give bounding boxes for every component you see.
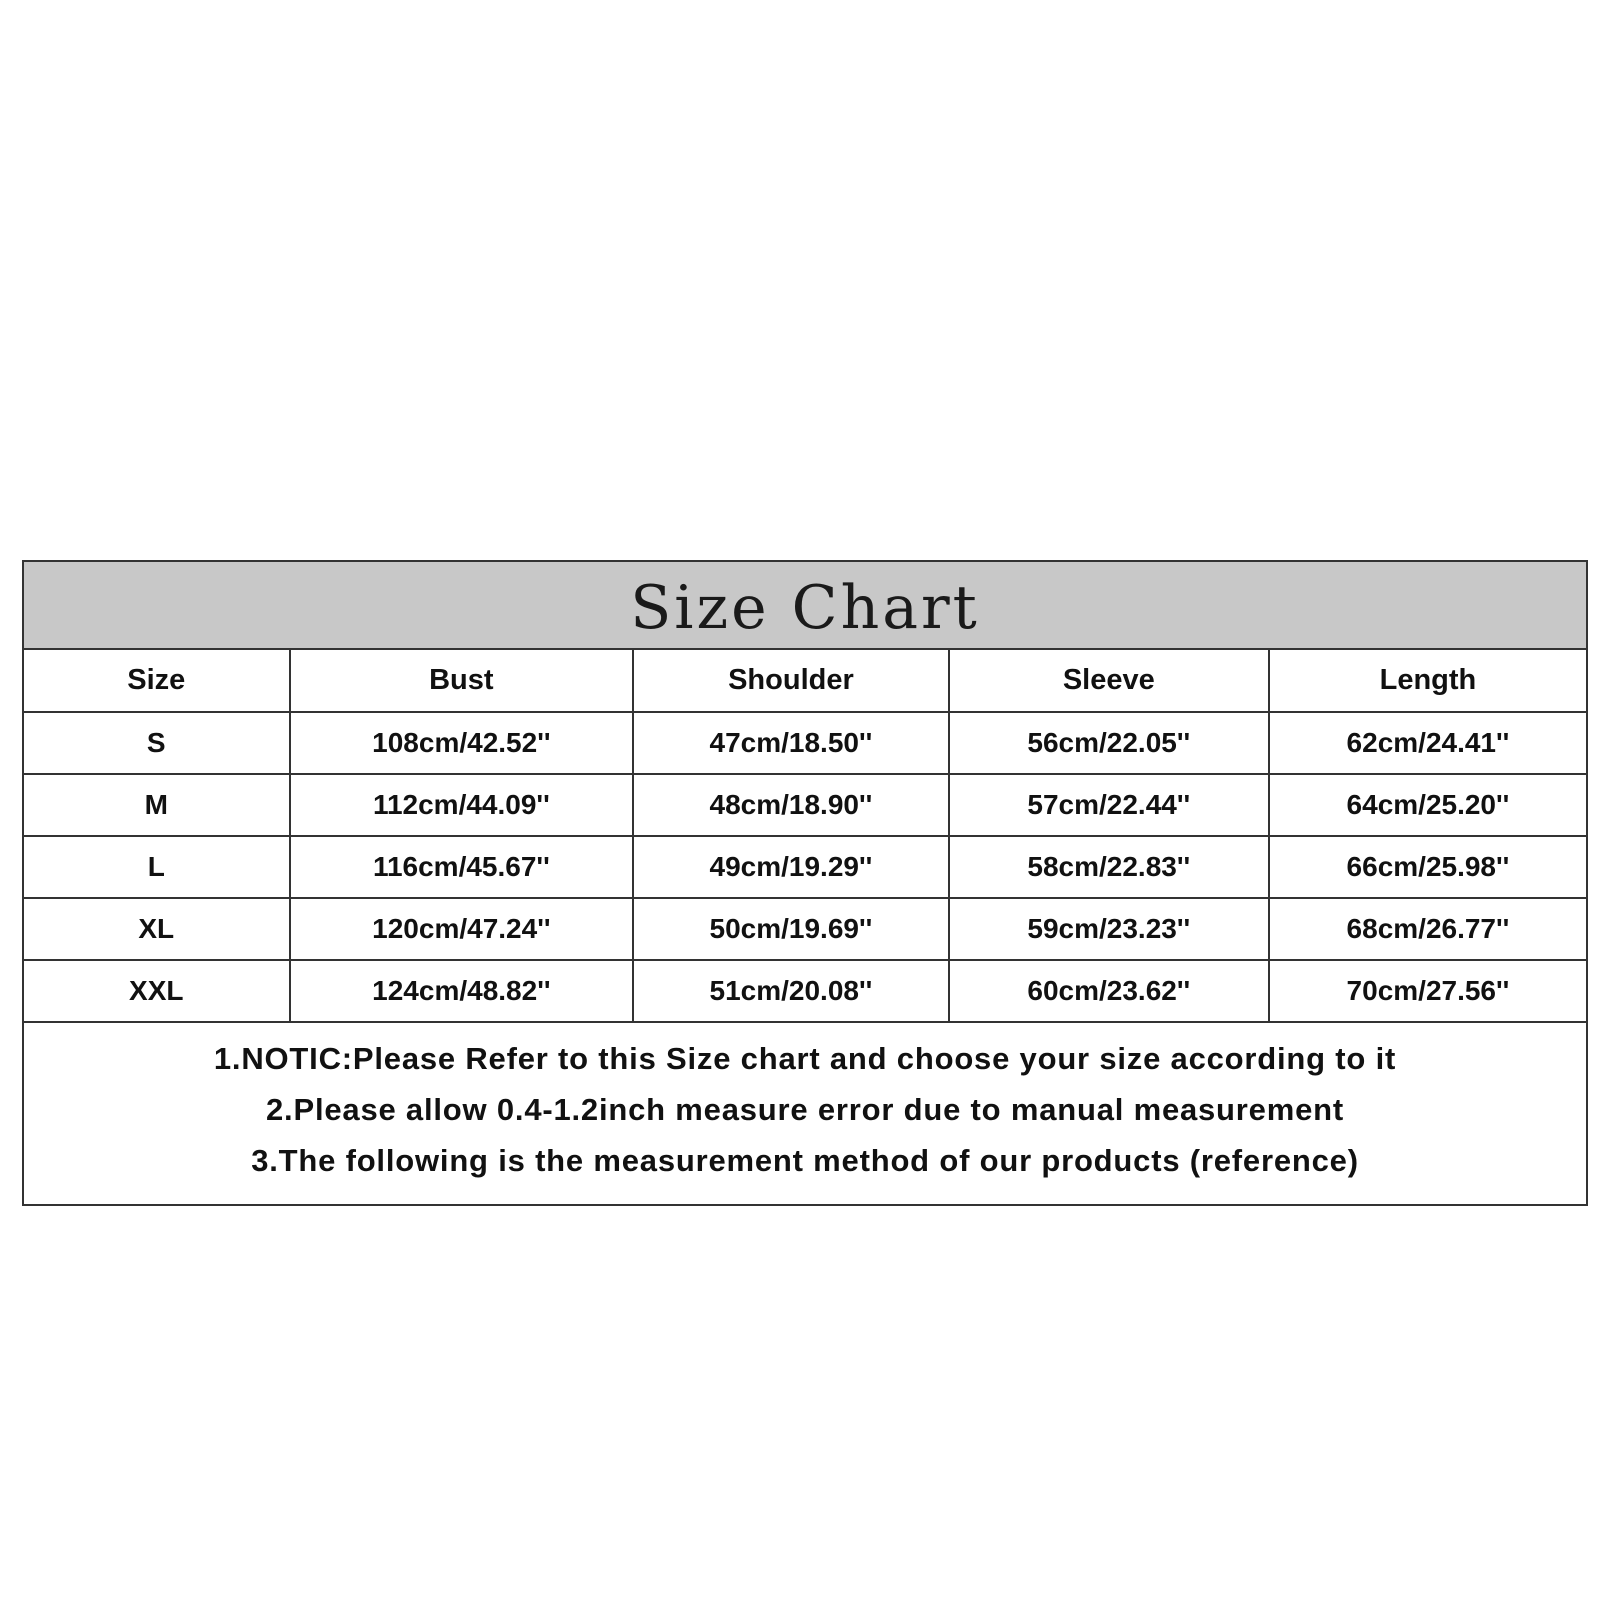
table-row	[24, 712, 1586, 774]
size-cell: S	[24, 712, 290, 774]
header-shoulder: Shoulder	[633, 650, 949, 712]
length-cell: 62cm/24.41''	[1269, 712, 1586, 774]
bust-cell: 112cm/44.09''	[290, 774, 634, 836]
header-bust: Bust	[290, 650, 634, 712]
sleeve-cell: 60cm/23.62''	[949, 960, 1269, 1022]
shoulder-cell: 51cm/20.08''	[633, 960, 949, 1022]
note-line-3: 3.The following is the measurement method of our products (reference)	[251, 1143, 1359, 1178]
length-cell: 64cm/25.20''	[1269, 774, 1586, 836]
length-cell: 68cm/26.77''	[1269, 898, 1586, 960]
bust-cell: 124cm/48.82''	[290, 960, 634, 1022]
size-table	[24, 650, 1586, 1023]
bust-cell: 120cm/47.24''	[290, 898, 634, 960]
shoulder-cell: 48cm/18.90''	[633, 774, 949, 836]
table-row	[24, 898, 1586, 960]
notes-section	[24, 1023, 1586, 1204]
bust-cell: 108cm/42.52''	[290, 712, 634, 774]
header-size: Size	[24, 650, 290, 712]
size-cell: XL	[24, 898, 290, 960]
bust-cell: 116cm/45.67''	[290, 836, 634, 898]
length-cell: 66cm/25.98''	[1269, 836, 1586, 898]
shoulder-cell: 50cm/19.69''	[633, 898, 949, 960]
sleeve-cell: 56cm/22.05''	[949, 712, 1269, 774]
table-row	[24, 774, 1586, 836]
chart-title: Size Chart	[24, 562, 1586, 650]
header-length: Length	[1269, 650, 1586, 712]
header-sleeve: Sleeve	[949, 650, 1269, 712]
size-cell: L	[24, 836, 290, 898]
sleeve-cell: 58cm/22.83''	[949, 836, 1269, 898]
size-cell: XXL	[24, 960, 290, 1022]
note-line-1: 1.NOTIC:Please Refer to this Size chart and choose your size according to it	[213, 1041, 1397, 1076]
shoulder-cell: 47cm/18.50''	[633, 712, 949, 774]
size-cell: M	[24, 774, 290, 836]
shoulder-cell: 49cm/19.29''	[633, 836, 949, 898]
sleeve-cell: 59cm/23.23''	[949, 898, 1269, 960]
length-cell: 70cm/27.56''	[1269, 960, 1586, 1022]
table-header-row	[24, 650, 1586, 712]
table-row	[24, 836, 1586, 898]
table-row	[24, 960, 1586, 1022]
size-chart	[22, 560, 1588, 1206]
note-line-2: 2.Please allow 0.4-1.2inch measure error due to manual measurement	[266, 1092, 1344, 1127]
sleeve-cell: 57cm/22.44''	[949, 774, 1269, 836]
